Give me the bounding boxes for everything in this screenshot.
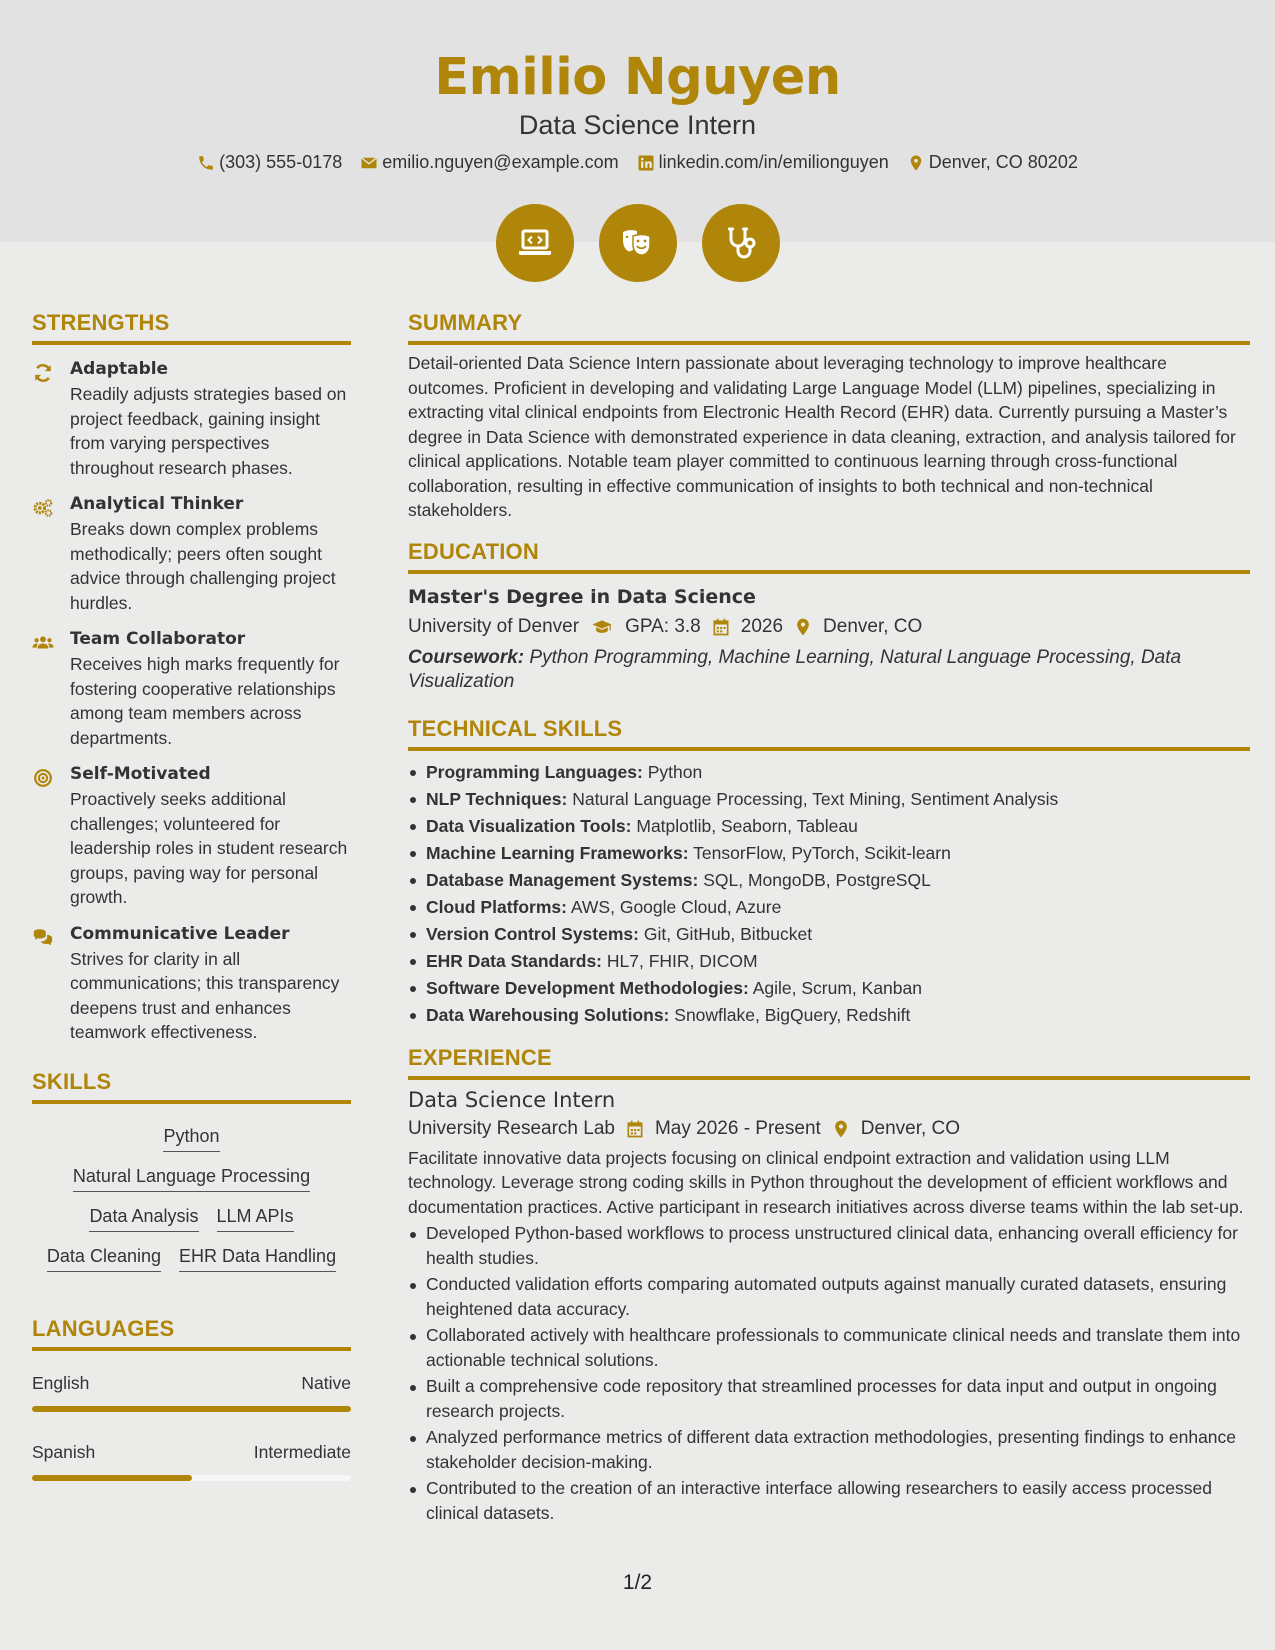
left-column <box>32 310 351 1481</box>
education-heading: EDUCATION <box>408 539 1250 574</box>
list-item: Software Development Methodologies: Agile, Scrum, Kanban <box>408 975 1250 1002</box>
coursework-list: Python Programming, Machine Learning, Natural Language Processing, Data Visualization <box>408 646 1182 692</box>
right-column <box>408 310 1250 1525</box>
calendar-icon <box>711 617 731 637</box>
sync-icon <box>32 362 54 384</box>
stethoscope-icon <box>721 223 761 263</box>
strength-description: Strives for clarity in all communications; this transparency deepens trust and enhances teamwork effectiveness. <box>70 948 340 1042</box>
summary-text: Detail-oriented Data Science Intern passionate about leveraging technology to improve healthcare outcomes. Proficient in developing and validating Large Language Model (LLM) pipelines, specializing in extracting vital clinical endpoints from Electronic Health Record (EHR) data. Currently pursuing a Master’s degree in Data Science with demonstrated experience in data cleaning, extraction, and analysis tailored for clinical applications. Notable team player committed to continuous learning through cross-functional collaboration, resulting in effective communication of insights to both technical and non-technical stakeholders. <box>408 353 1236 520</box>
calendar-icon <box>625 1119 645 1139</box>
theater-masks-icon <box>618 223 658 263</box>
email-text: emilio.nguyen@example.com <box>382 152 619 172</box>
skill-row <box>32 1166 351 1192</box>
experience-meta <box>408 1118 1250 1140</box>
technical-skills-heading: TECHNICAL SKILLS <box>408 716 1250 751</box>
skill-tag: EHR Data Handling <box>179 1246 336 1272</box>
target-icon <box>32 767 54 789</box>
list-item: Data Warehousing Solutions: Snowflake, BigQuery, Redshift <box>408 1002 1250 1029</box>
linkedin-icon <box>637 154 655 172</box>
list-item: Conducted validation efforts comparing automated outputs against manually curated datasets, ensuring heightened data accuracy. <box>408 1272 1250 1321</box>
language-item <box>32 1373 351 1412</box>
degree-title: Master's Degree in Data Science <box>408 585 756 608</box>
proficiency-bar <box>32 1475 351 1481</box>
strength-title: Analytical Thinker <box>70 494 244 514</box>
graduation-year: 2026 <box>740 615 784 637</box>
list-item: Built a comprehensive code repository that streamlined processes for data input and output in ongoing research projects. <box>408 1374 1250 1423</box>
candidate-name: Emilio Nguyen <box>434 48 841 107</box>
cogs-icon <box>32 497 54 519</box>
contact-linkedin[interactable] <box>637 152 889 173</box>
linkedin-text: linkedin.com/in/emilionguyen <box>658 152 889 172</box>
proficiency-fill <box>32 1406 351 1412</box>
envelope-icon <box>360 154 378 172</box>
skill-row <box>32 1246 351 1272</box>
page-number: 1/2 <box>622 1571 653 1594</box>
school-location: Denver, CO <box>823 615 923 637</box>
job-bullets <box>408 1221 1250 1525</box>
strength-title: Communicative Leader <box>70 923 290 944</box>
map-marker-icon <box>907 154 925 172</box>
phone-text: (303) 555-0178 <box>219 152 343 172</box>
list-item: Collaborated actively with healthcare professionals to communicate clinical needs and translate them into actionable technical solutions. <box>408 1323 1250 1372</box>
experience-heading: EXPERIENCE <box>408 1045 1250 1080</box>
job-description: Facilitate innovative data projects focusing on clinical endpoint extraction and validation using LLM technology. Leverage strong coding skills in Python throughout the development of efficient workflows and documentation practices. Active participant in research initiatives across diverse teams within the lab set-up. <box>408 1147 1244 1217</box>
strengths-heading: STRENGTHS <box>32 310 351 345</box>
list-item: Developed Python-based workflows to process unstructured clinical data, enhancing overall efficiency for health studies. <box>408 1221 1250 1270</box>
contact-phone[interactable] <box>197 152 342 173</box>
languages-heading: LANGUAGES <box>32 1316 351 1351</box>
strength-item <box>32 924 351 1045</box>
map-marker-icon <box>793 617 813 637</box>
list-item: Version Control Systems: Git, GitHub, Bitbucket <box>408 921 1250 948</box>
coursework <box>408 646 1250 694</box>
proficiency-fill <box>32 1475 192 1481</box>
location-text: Denver, CO 80202 <box>928 152 1078 172</box>
strength-item <box>32 359 351 480</box>
list-item: Contributed to the creation of an interactive interface allowing researchers to easily access processed clinical datasets. <box>408 1476 1250 1525</box>
skills-heading: SKILLS <box>32 1069 351 1104</box>
skill-row <box>32 1126 351 1152</box>
skill-tag: Data Cleaning <box>47 1246 161 1272</box>
list-item: EHR Data Standards: HL7, FHIR, DICOM <box>408 948 1250 975</box>
strength-item <box>32 494 351 615</box>
job-location: Denver, CO <box>860 1117 961 1139</box>
list-item: NLP Techniques: Natural Language Processing, Text Mining, Sentiment Analysis <box>408 786 1250 813</box>
job-dates: May 2026 - Present <box>654 1117 821 1139</box>
language-level: Native <box>301 1372 351 1393</box>
interest-theater <box>599 204 677 282</box>
graduation-cap-icon <box>589 617 615 637</box>
contact-email[interactable] <box>360 152 618 173</box>
school-name: University of Denver <box>408 615 580 637</box>
contact-location <box>907 152 1078 173</box>
skill-tag: Natural Language Processing <box>73 1166 310 1192</box>
summary-heading: SUMMARY <box>408 310 1250 345</box>
skills-list <box>32 1104 351 1272</box>
strength-item <box>32 629 351 750</box>
strength-description: Receives high marks frequently for fostering cooperative relationships among team members across departments. <box>70 654 340 748</box>
job-title: Data Science Intern <box>408 1087 616 1112</box>
technical-skills-list <box>408 759 1250 1029</box>
skill-tag: Python <box>163 1126 219 1152</box>
list-item: Cloud Platforms: AWS, Google Cloud, Azure <box>408 894 1250 921</box>
strength-title: Team Collaborator <box>70 629 246 649</box>
employer: University Research Lab <box>408 1117 615 1139</box>
strength-title: Adaptable <box>70 359 169 379</box>
language-level: Intermediate <box>253 1441 351 1462</box>
map-marker-icon <box>831 1119 851 1139</box>
language-name: English <box>32 1372 90 1393</box>
interest-stethoscope <box>702 204 780 282</box>
strength-description: Readily adjusts strategies based on project feedback, gaining insight from varying perspectives throughout research phases. <box>70 384 347 478</box>
skill-tag: LLM APIs <box>217 1206 294 1232</box>
gpa: GPA: 3.8 <box>625 615 701 637</box>
skill-tag: Data Analysis <box>89 1206 198 1232</box>
list-item: Machine Learning Frameworks: TensorFlow, PyTorch, Scikit-learn <box>408 840 1250 867</box>
strength-title: Self-Motivated <box>70 764 211 784</box>
list-item: Data Visualization Tools: Matplotlib, Seaborn, Tableau <box>408 813 1250 840</box>
laptop-code-icon <box>515 223 555 263</box>
interest-icons <box>0 204 1275 282</box>
coursework-label: Coursework: <box>408 646 525 668</box>
proficiency-bar <box>32 1406 351 1412</box>
candidate-role: Data Science Intern <box>518 110 757 140</box>
list-item: Analyzed performance metrics of different data extraction methodologies, presenting findings to enhance stakeholder decision-making. <box>408 1425 1250 1474</box>
strength-item <box>32 764 351 910</box>
language-item <box>32 1442 351 1481</box>
phone-icon <box>197 154 215 172</box>
education-meta <box>408 616 1250 638</box>
contact-bar <box>0 152 1275 173</box>
interest-laptop-code <box>496 204 574 282</box>
language-name: Spanish <box>32 1441 96 1462</box>
strength-description: Breaks down complex problems methodically; peers often sought advice through challenging project hurdles. <box>70 519 336 613</box>
list-item: Database Management Systems: SQL, MongoDB, PostgreSQL <box>408 867 1250 894</box>
strength-description: Proactively seeks additional challenges; volunteered for leadership roles in student research groups, paving way for personal growth. <box>70 789 348 907</box>
list-item: Programming Languages: Python <box>408 759 1250 786</box>
comments-icon <box>32 927 54 949</box>
users-icon <box>32 632 54 654</box>
skill-row <box>32 1206 351 1232</box>
